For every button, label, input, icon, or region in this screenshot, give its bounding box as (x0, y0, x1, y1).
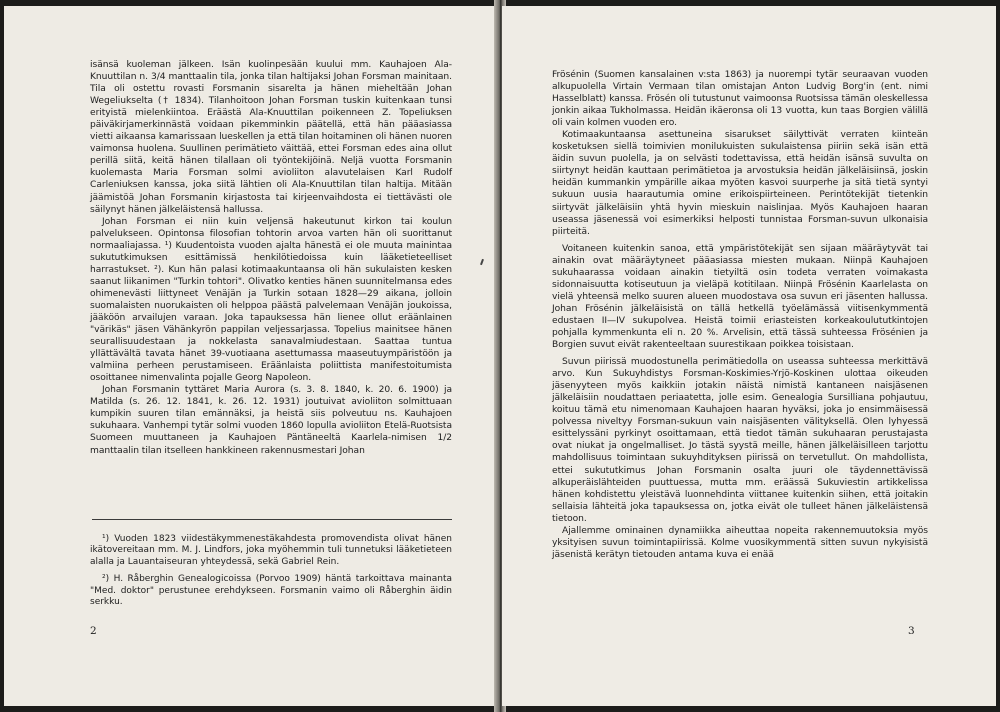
right-paragraph: Frösénin (Suomen kansalainen v:sta 1863) ja nuorempi tytär seuraavan vuoden alkupuolella Virtain Vermaan tilan omistajan Anton Ludvig Borg'in (ent. nimi Hasselblatt) kanssa. Frösén oli tutustunut vaimoonsa Ruotsissa tämän oleskellessa jonkin aikaa Tukholmassa. Heidän ikäeronsa oli 13 vuotta, kun taas Borgien välillä oli vain kolmen vuoden ero. (552, 70, 928, 129)
right-paragraph: Ajallemme ominainen dynamiikka aiheuttaa nopeita rakennemuutoksia myös yksityisen suvun toimintapiirissä. Kolme vuosikymmentä sitten suvun nykyisistä jäsenistä kerätyn tietouden antama kuva ei enää (552, 525, 928, 560)
right-page-body (552, 69, 928, 561)
right-page (502, 6, 996, 706)
footnotes (90, 534, 452, 614)
right-paragraph: Kotimaakuntaansa asettuneina sisarukset säilyttivät verraten kiinteän kosketuksen siellä toimivien monilukuisten sukulaistensa piiriin sekä isän että äidin suvun puolella, ja on selvästi todettavissa, että heidän isänsä suvulta on siirtynyt heidän kauttaan perimätietoa ja arvostuksia heidän jälkeläisiinsä, joskin heidän kummankin ympärille aikaa myöten kasvoi suurperhe ja sitä tietä syntyi sukuun uusia haarautumia omine erikoispiirteineen. Perintötekijät tietenkin siirtyvät jälkeläisiin yhtä hyvin mieskuin naislinjaa. Myös Kauhajoen haaran useassa jäsenessä voi esimerkiksi helposti tunnistaa Forsman-suvun ulkonaisia piirteitä. (552, 130, 928, 237)
left-page (4, 6, 498, 706)
left-paragraph: Johan Forsman ei niin kuin veljensä hakeutunut kirkon tai koulun palvelukseen. Opintonsa filosofian tohtorin arvoa varten hän oli suorittanut normaaliajassa. ¹) Kuudentoista vuoden ajalta hänestä ei ole muuta mainintaa sukututkimuksen esittämissä henkilötiedoissa kuin lääketieteelliset harrastukset. ²). Kun hän palasi kotimaakuntaansa oli hän sukulaisten kesken saanut liikanimen "Turkin tohtori". Olivatko kenties hänen suunnitelmansa edes ohimenevästi liittyneet Venäjän ja Turkin sotaan 1828—29 aikana, jolloin suomalaisten nuorukaisten oli helppoa päästä palvelemaan Venäjän joukoissa, jääköön arvailujen varaan. Joka tapauksessa hän lienee ollut eräänlainen "värikäs" jäsen Vähänkyrön pappilan veljessarjassa. Topelius mainitsee hänen seurallisuudestaan ja nokkelasta sanavalmiudestaan. Saattaa tuntua yllättävältä tavata hänet 39-vuotiaana asettumassa maaseutuympäristöön ja valmiina perheen perustamiseen. Eräänlaista poliittista manifestoitumista osoittanee nimenvalinta pojalle Georg Napoleon. (90, 216, 452, 384)
left-page-body (90, 59, 452, 457)
footnote: ²) H. Råberghin Genealogicoissa (Porvoo 1909) häntä tarkoittava mainanta "Med. doktor" perustunee erehdykseen. Forsmanin vaimo oli Råberghin äidin serkku. (90, 574, 452, 608)
footnote-divider (92, 519, 452, 520)
pen-mark (480, 259, 484, 265)
right-paragraph: Voitaneen kuitenkin sanoa, että ympäristötekijät sen sijaan määräytyvät tai ainakin ovat määräytyneet pääasiassa miesten mukaan. Niinpä Kauhajoen sukuhaarassa voidaan ainakin tietyiltä osin todeta verraten voimakasta sidonnaisuutta kotiseutuun ja vieläpä kotitilaan. Niinpä Frösénin Kaarlelasta on vielä yhteensä melko suuren alueen muodostava osa suvun eri jäsenten hallussa. Johan Frösénin jälkeläisistä on tällä hetkellä työelämässä viitisenkymmentä edustaen II—IV sukupolvea. Heistä toimii eriasteisten korkeakoulututkintojen pohjalla kymmenkunta eli n. 20 %. Arvelisin, että tässä suhteessa Frösénien ja Borgien suvut eivät rakenteeltaan suurestikaan poikkea toisistaan. (552, 243, 928, 351)
footnote: ¹) Vuoden 1823 viidestäkymmenestäkahdesta promovendista olivat hänen ikätovereitaan mm. M. J. Lindfors, joka myöhemmin tuli tunnetuksi lääketieteen alalla ja Lauantaiseuran yhteydessä, sekä Gabriel Rein. (90, 534, 452, 567)
right-paragraph: Suvun piirissä muodostunella perimätiedolla on useassa suhteessa merkittävä arvo. Kun Sukuyhdistys Forsman-Koskimies-Yrjö-Koskinen ulottaa oikeuden jäsenyyteen myös kaikkiin jotakin näistä nimistä kantaneen naisjäsenen jälkeläisiin noudattaen periaatetta, jolle esim. Genealogia Sursilliana pohjautuu, koituu tämä etu nimenomaan Kauhajoen haaran hyväksi, joka jo ensimmäisessä polvessa niveltyy Forsman-sukuun vain naisjäsenten välityksellä. Olen lyhyessä esittelyssäni pyrkinyt osoittamaan, että tiedot tämän sukuhaaran perustajasta ovat niukat ja ongelmalliset. Jo tästä syystä meille, hänen jälkeläisilleen tarjottu mahdollisuus toimintaan sukuyhdityksen piirissä on tervetullut. On mahdollista, ettei sukututkimus Johan Forsmanin osalta juuri ole täydennettävissä alkuperäislähteiden puuttuessa, mutta mm. eräässä Sukuviestin artikkelissa hänen kohdistettu yleistävä luonnehdinta viittanee kuitenkin siihen, että joitakin sellaisia lähteitä joka tapauksessa on, jotka eivät ole tulleet hänen jälkeläistensä tietoon. (552, 357, 928, 524)
left-paragraph: isänsä kuoleman jälkeen. Isän kuolinpesään kuului mm. Kauhajoen Ala-Knuuttilan n. 3/4 manttaalin tila, jonka tilan haltijaksi Johan Forsman mainitaan. Tila oli ostettu rovasti Forsmanin sisarelta ja hänen mieheltään Johan Wegeliukselta († 1834). Tilanhoitoon Johan Forsman tuskin kuitenkaan tunsi erityistä mielenkiintoa. Eräästä Ala-Knuuttilan poikenneen Z. Topeliuksen päiväkirjamerkinnästä voidaan pikemminkin päätellä, että hän pääasiassa vietti aikaansa kamarissaan lueskellen ja että tilan hoitaminen oli hänen nuoren vaimonsa huolena. Suullinen perimätieto väittää, ettei Forsman edes aina ollut perillä siitä, keitä hänen tilallaan oli työntekijöinä. Neljä vuotta Forsmanin kuolemasta Maria Forsman solmi avioliiton alavutelaisen Karl Rudolf Carleniuksen kanssa, joka siitä lähtien oli Ala-Knuuttilan tilan haltija. Mitään jäämistöä Johan Forsmanin kirjastosta tai kirjeenvaihdosta ei tiettävästi ole säilynyt hänen jälkeläistensä hallussa. (90, 60, 452, 215)
page-number-right: 3 (908, 625, 915, 637)
page-number-left: 2 (90, 625, 97, 637)
left-paragraph: Johan Forsmanin tyttäret Maria Aurora (s. 3. 8. 1840, k. 20. 6. 1900) ja Matilda (s. 26. 12. 1841, k. 26. 12. 1931) joutuivat avioliiton solmittuaan kumpikin suuren tilan emännäksi, ja heistä siis polveutuu ns. Kauhajoen sukuhaara. Vanhempi tytär solmi vuoden 1860 lopulla avioliiton Etelä-Ruotsista Suomeen muuttaneen ja Kauhajoen Päntäneeltä Kaarlela-nimisen 1/2 manttaalin tilan itselleen hankkineen rakennusmestari Johan (90, 385, 452, 456)
